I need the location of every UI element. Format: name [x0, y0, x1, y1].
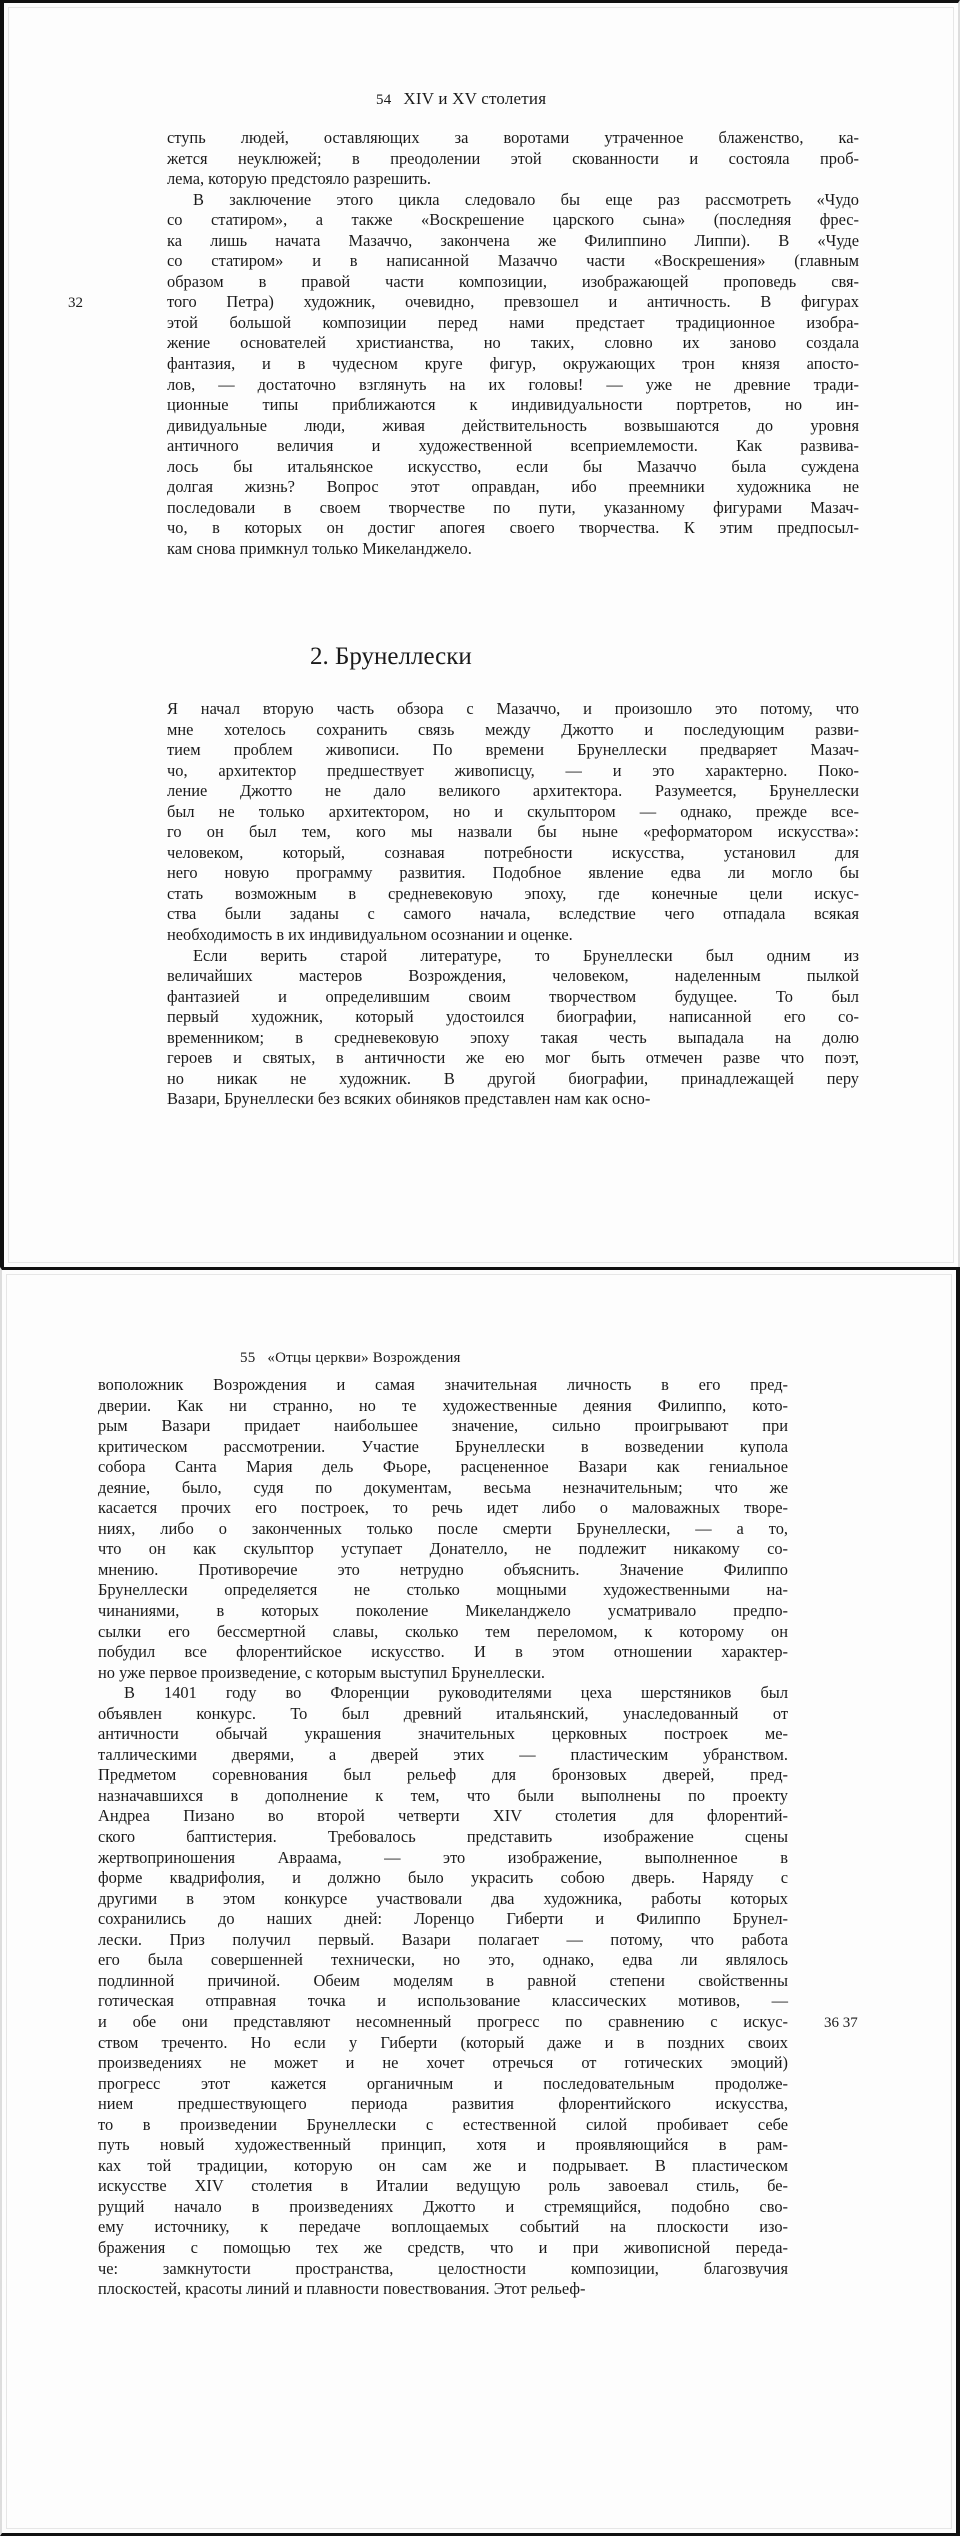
page-55	[0, 1267, 960, 2536]
text-line: его была совершенней технически, но это, однако, едва ли являлось	[98, 1950, 788, 1970]
margin-figure-reference: 32	[68, 295, 83, 311]
text-line: античного величия и художественной всеприемлемости. Как развива-	[167, 436, 859, 456]
text-line: лема, которую предстояло разрешить.	[167, 169, 431, 189]
text-line: воположник Возрождения и самая значительная личность в его пред-	[98, 1375, 788, 1394]
text-line: временником; в средневековую эпоху такая честь выпадала на долю	[167, 1027, 859, 1047]
text-line: нием предшествующего периода развития флорентийского искусства,	[98, 2094, 788, 2114]
text-line: го он был тем, кого мы назвали бы ныне «реформатором искусства»:	[167, 822, 859, 842]
text-line: произведениях не может и не хочет отречься от готических эмоций)	[98, 2053, 788, 2073]
running-head-title: XIV и XV столетия	[403, 89, 547, 108]
text-line: жение основателей христианства, но таких, словно их заново создала	[167, 333, 859, 353]
text-line: Андреа Пизано во второй четверти XIV столетия для флорентий-	[98, 1806, 788, 1826]
text-line: образом в правой части композиции, изображающей проповедь свя-	[167, 271, 859, 291]
text-line: лось бы итальянское искусство, если бы Мазаччо была суждена	[167, 456, 859, 476]
text-line: путь новый художественный принцип, хотя и проявляющийся в рам-	[98, 2135, 788, 2155]
text-line: лов, — достаточно взглянуть на их головы! — уже не древние тради-	[167, 374, 859, 394]
text-column-after-title	[167, 699, 859, 1110]
text-line: ционные типы приближаются к индивидуальности портретов, но ин-	[167, 395, 859, 415]
text-line: мне хотелось сохранить связь между Джотто и последующим разви-	[167, 719, 859, 739]
text-line: но никак не художник. В другой биографии, принадлежащей перу	[167, 1068, 859, 1088]
text-line: и обе они представляют несомненный прогресс по сравнению с искус-	[98, 2011, 788, 2031]
text-line: фантазией и определившим своим творчеством будущее. То был	[167, 986, 859, 1006]
text-line: деяние, было, судя по документам, весьма незначительным; что же	[98, 1477, 788, 1497]
text-line: него новую программу развития. Подобное явление едва ли могло бы	[167, 863, 859, 883]
text-line: критическом рассмотрении. Участие Брунеллески в возведении купола	[98, 1436, 788, 1456]
text-line: последовали в своем творчестве по пути, указанному фигурами Мазач-	[167, 497, 859, 517]
text-line: со статиром» и в написанной Мазаччо части «Воскрешения» (главным	[167, 251, 859, 271]
text-line: собора Санта Мария дель Фьоре, расцененное Вазари как гениальное	[98, 1457, 788, 1477]
text-line: побудил все флорентийское искусство. И в этом отношении характер-	[98, 1642, 788, 1662]
text-line: ства были заданы с самого начала, вследствие чего отпадала всякая	[167, 904, 859, 924]
text-line: ниях, либо о законченных только после смерти Брунеллески, — а то,	[98, 1518, 788, 1538]
text-line: В 1401 году во Флоренции руководителями цеха шерстяников был	[124, 1683, 788, 1703]
text-line: со статиром», а также «Воскрешение царского сына» (последняя фрес-	[167, 210, 859, 230]
text-line: подлинной причиной. Обеим моделям в равной степени свойственны	[98, 1970, 788, 1990]
text-line: человеком, который, сознавая потребности искусства, установил для	[167, 842, 859, 862]
text-line: бражения с помощью тех же средств, что и при живописной переда-	[98, 2237, 788, 2257]
text-line: ках той традиции, которую он сам же и подрывает. В пластическом	[98, 2155, 788, 2175]
text-line: В заключение этого цикла следовало бы еще раз рассмотреть «Чудо	[193, 189, 859, 209]
running-head	[376, 89, 546, 109]
text-line: рым Вазари придает наибольшее значение, сильно проигрывают при	[98, 1416, 788, 1436]
margin-figure-reference: 36 37	[824, 2015, 858, 2031]
text-line: объявлен конкурс. То был древний итальянский, унаследованный от	[98, 1703, 788, 1723]
text-line: сохранились до наших дней: Лоренцо Гиберти и Филиппо Брунел-	[98, 1909, 788, 1929]
text-line: Я начал вторую часть обзора с Мазаччо, и произошло это потому, что	[167, 699, 859, 718]
text-line: ством треченто. Но если у Гиберти (который даже и в поздних своих	[98, 2032, 788, 2052]
text-line: того Петра) художник, очевидно, превзошел и античность. В фигурах	[167, 292, 859, 312]
text-line: искусстве XIV столетия в Италии ведущую роль завоевал стиль, бе-	[98, 2176, 788, 2196]
text-line: тием проблем живописи. По времени Брунеллески предваряет Мазач-	[167, 740, 859, 760]
text-line: необходимость в их индивидуальном осознании и оценке.	[167, 925, 573, 945]
text-line: дверии. Как ни странно, но те художественные деяния Филиппо, кото-	[98, 1395, 788, 1415]
running-head	[240, 1350, 461, 1367]
text-line: жется неуклюжей; в преодолении этой скованности и состояла проб-	[167, 148, 859, 168]
text-line: кам снова примкнул только Микеланджело.	[167, 538, 472, 558]
text-line: долгая жизнь? Вопрос этот оправдан, ибо преемники художника не	[167, 477, 859, 497]
page-number: 54	[376, 92, 392, 108]
text-line: Брунеллески определяется не столько мощными художественными на-	[98, 1580, 788, 1600]
text-line: ему источнику, к передаче воплощаемых событий на плоскости изо-	[98, 2217, 788, 2237]
text-line: лески. Приз получил первый. Вазари полагает — потому, что работа	[98, 1929, 788, 1949]
text-line: прогресс этот кажется органичным и последовательным продолже-	[98, 2073, 788, 2093]
text-line: рущий начало в произведениях Джотто и стремящийся, подобно сво-	[98, 2196, 788, 2216]
text-line: что он как скульптор уступает Донателло, не подлежит никакому со-	[98, 1539, 788, 1559]
text-line: величайших мастеров Возрождения, человеком, наделенным пылкой	[167, 966, 859, 986]
text-line: античности обычай украшения значительных церковных построек ме-	[98, 1724, 788, 1744]
text-line: героев и святых, в античности же ею мог быть отмечен разве что поэт,	[167, 1048, 859, 1068]
text-line: стать возможным в средневековую эпоху, где конечные цели искус-	[167, 883, 859, 903]
text-line: ка лишь начата Мазаччо, закончена же Филиппино Липпи). В «Чуде	[167, 230, 859, 250]
text-line: дивидуальные люди, живая действительность возвышаются до уровня	[167, 415, 859, 435]
text-line: чо, архитектор предшествует живописцу, — и это характерно. Поко-	[167, 760, 859, 780]
text-line: то в произведении Брунеллески с естественной силой пробивает себе	[98, 2114, 788, 2134]
text-line: Если верить старой литературе, то Брунеллески был одним из	[193, 945, 859, 965]
text-line: назначавшихся в дополнение к тем, что были выполнены по проекту	[98, 1785, 788, 1805]
section-title: 2. Брунеллески	[310, 643, 472, 670]
text-line: чинаниями, в которых поколение Микеланджело усматривало предпо-	[98, 1601, 788, 1621]
text-line: чо, в которых он достиг апогея своего творчества. К этим предпосыл-	[167, 518, 859, 538]
text-line: мнению. Противоречие это нетрудно объяснить. Значение Филиппо	[98, 1559, 788, 1579]
text-line: первый художник, который удостоился биографии, написанной его со-	[167, 1007, 859, 1027]
text-line: че: замкнутости пространства, целостности композиции, благозвучия	[98, 2258, 788, 2278]
text-column-before-title	[167, 128, 859, 559]
text-line: плоскостей, красоты линий и плавности повествования. Этот рельеф-	[98, 2279, 586, 2299]
page-number: 55	[240, 1350, 256, 1366]
text-line: сылки его бессмертной славы, сколько тем переломом, к которому он	[98, 1621, 788, 1641]
text-line: жертвоприношения Авраама, — это изображение, выполненное в	[98, 1847, 788, 1867]
text-line: касается прочих его построек, то речь идет либо о маловажных творе-	[98, 1498, 788, 1518]
text-line: ление Джотто не дало великого архитектора. Разумеется, Брунеллески	[167, 781, 859, 801]
text-line: Вазари, Брунеллески без всяких обиняков представлен нам как осно-	[167, 1089, 651, 1109]
text-line: ского баптистерия. Требовалось представить изображение сцены	[98, 1827, 788, 1847]
text-line: форме квадрифолия, и должно было украсить собою дверь. Наряду с	[98, 1868, 788, 1888]
text-line: другими в этом конкурсе участвовали два художника, работы которых	[98, 1888, 788, 1908]
text-line: но уже первое произведение, с которым выступил Брунеллески.	[98, 1662, 545, 1682]
running-head-title: «Отцы церкви» Возрождения	[267, 1350, 461, 1366]
text-line: Предметом соревнования был рельеф для бронзовых дверей, пред-	[98, 1765, 788, 1785]
page-54	[0, 0, 960, 1267]
text-column	[98, 1375, 788, 2300]
text-line: готическая отправная точка и использование классических мотивов, —	[98, 1991, 788, 2011]
text-line: этой большой композиции перед нами предстает традиционное изобра-	[167, 312, 859, 332]
text-line: таллическими дверями, а дверей этих — пластическим убранством.	[98, 1744, 788, 1764]
text-line: фантазия, и в чудесном круге фигур, окружающих трон князя апосто-	[167, 354, 859, 374]
text-line: был не только архитектором, но и скульптором — однако, прежде все-	[167, 801, 859, 821]
text-line: ступь людей, оставляющих за воротами утраченное блаженство, ка-	[167, 128, 859, 147]
